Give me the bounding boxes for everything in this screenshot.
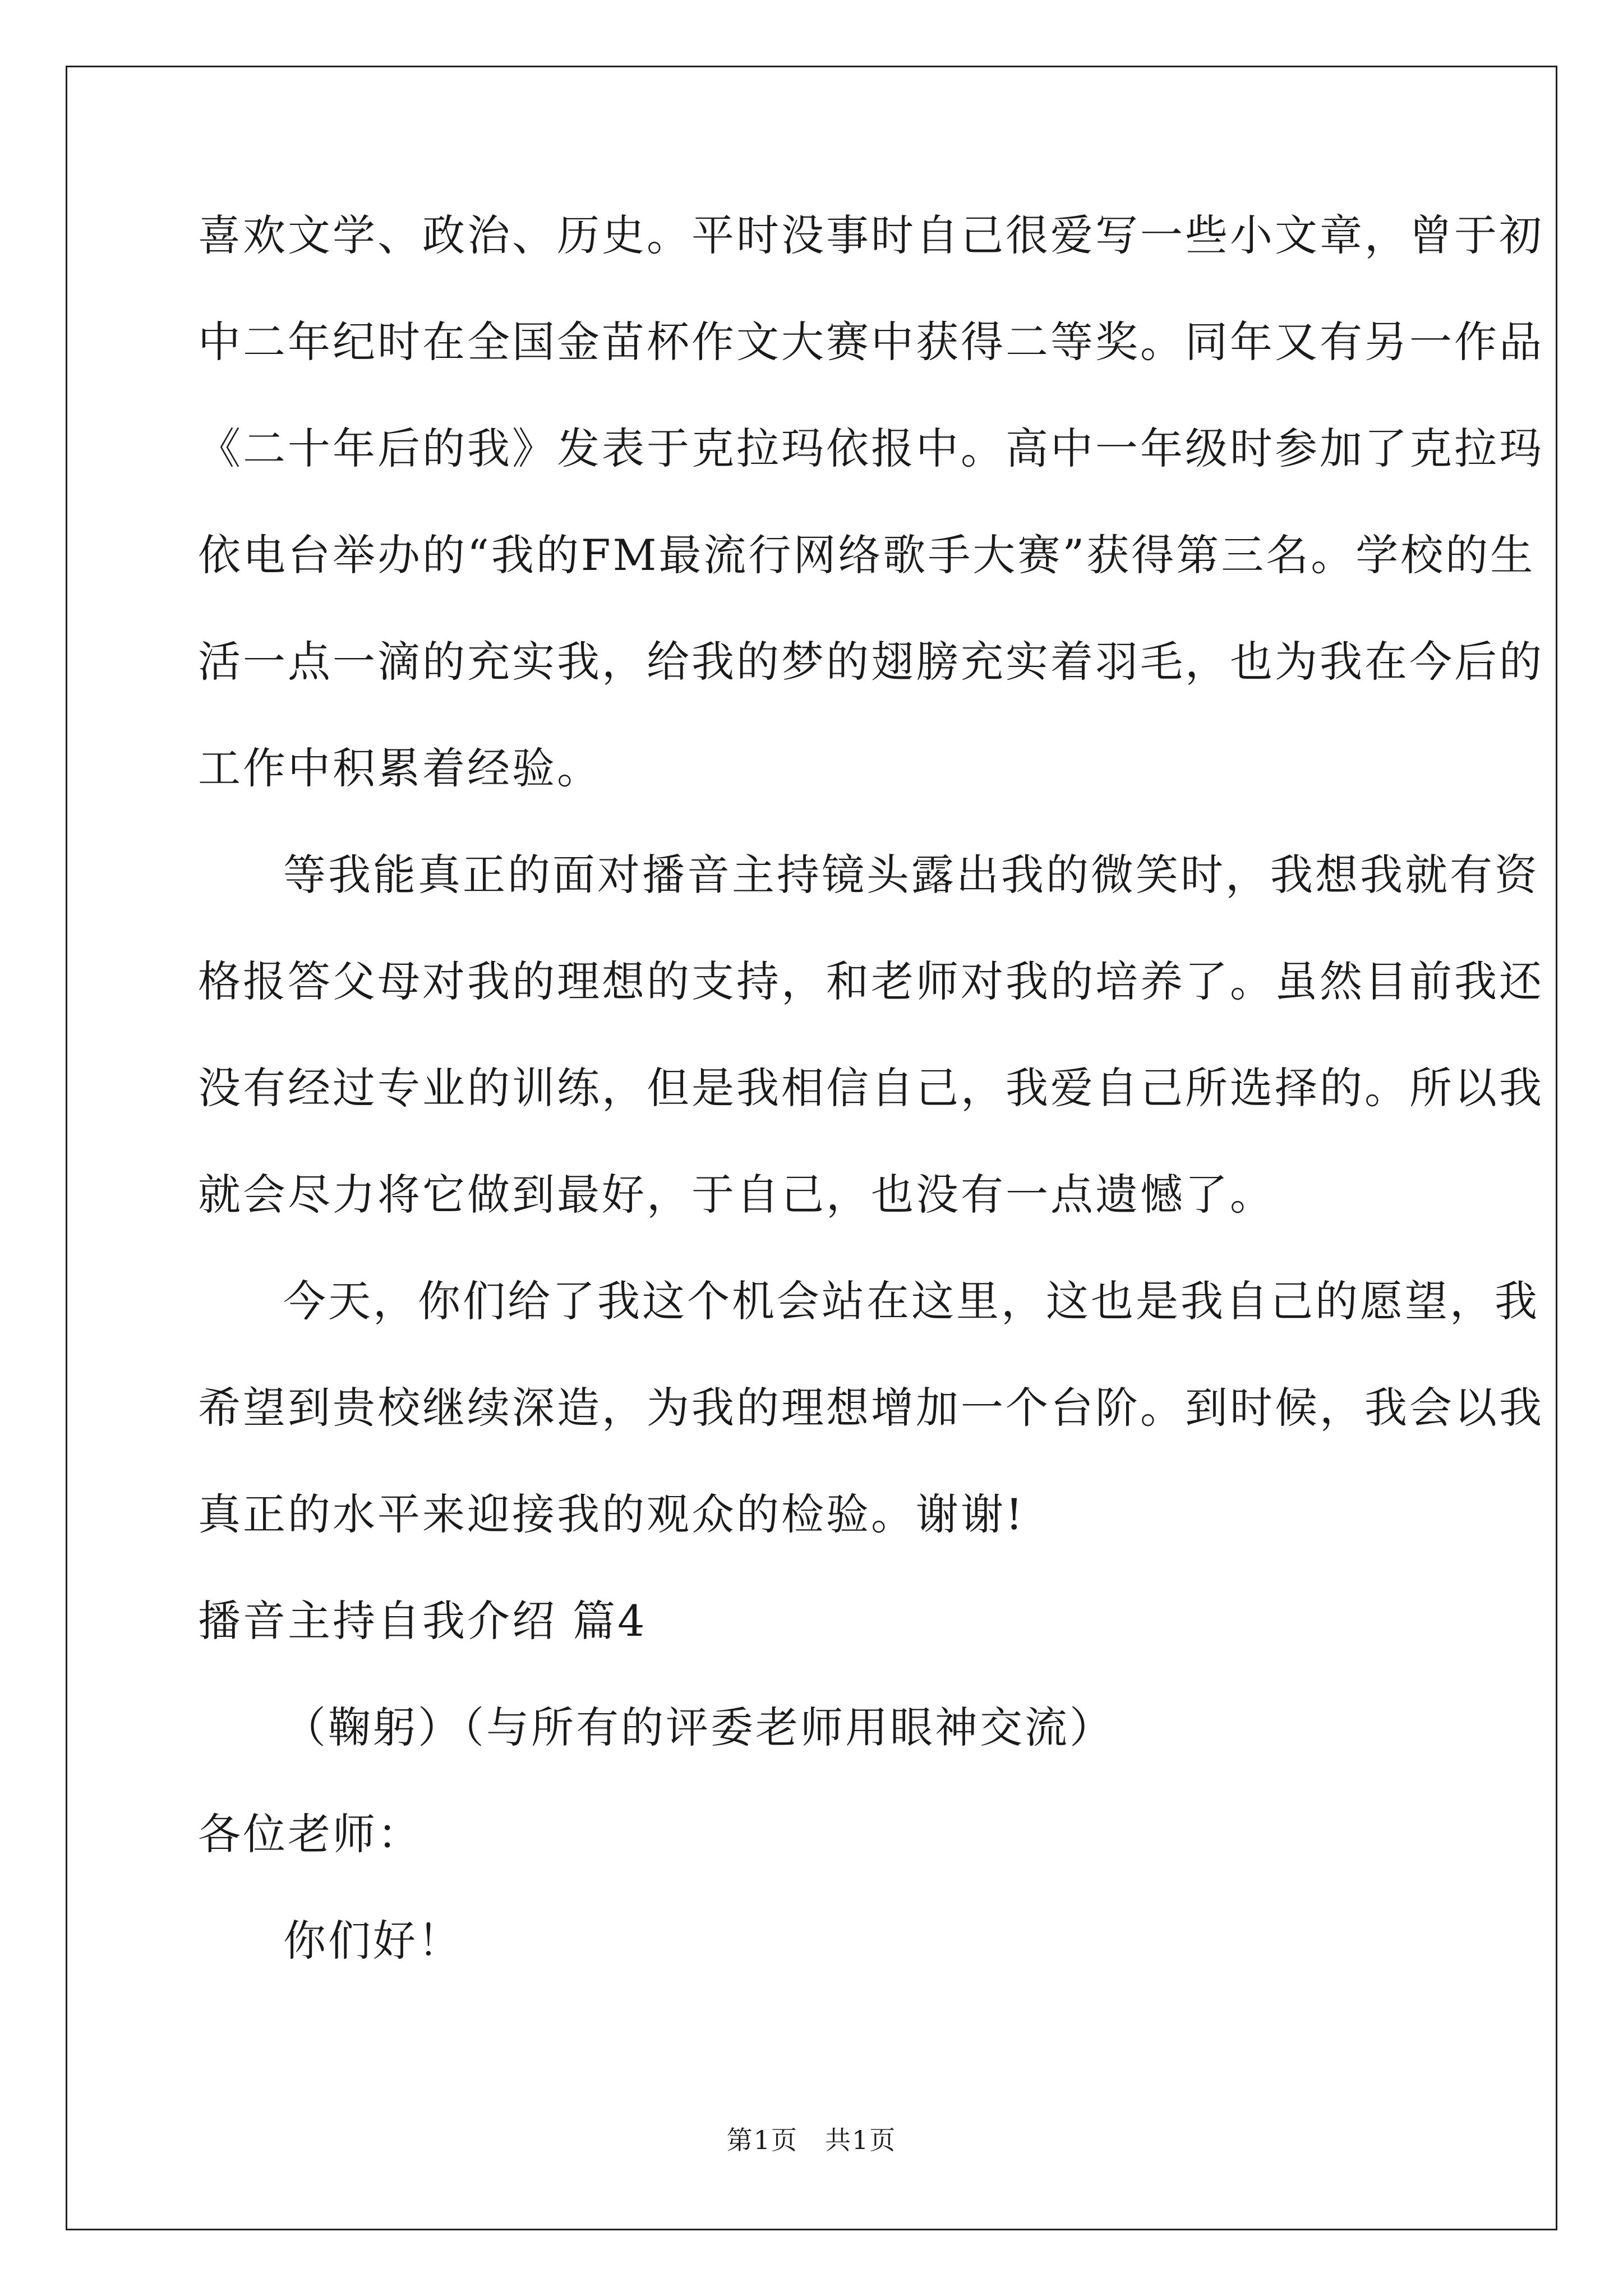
paragraph-line: 中二年纪时在全国金苗杯作文大赛中获得二等奖。同年又有另一作品 (198, 317, 1544, 367)
salutation: 各位老师： (198, 1809, 422, 1859)
paragraph-line: 依电台举办的“我的FM最流行网络歌手大赛”获得第三名。学校的生 (198, 530, 1536, 580)
paragraph-line: 就会尽力将它做到最好，于自己，也没有一点遗憾了。 (198, 1170, 1275, 1220)
paragraph-line: 《二十年后的我》发表于克拉玛依报中。高中一年级时参加了克拉玛 (198, 424, 1544, 473)
page-footer: 第1页 共1页 (726, 2125, 897, 2155)
page-border (66, 66, 1557, 2230)
paragraph-line: 等我能真正的面对播音主持镜头露出我的微笑时，我想我就有资 (283, 850, 1539, 900)
paragraph-line: 喜欢文学、政治、历史。平时没事时自己很爱写一些小文章，曾于初 (198, 210, 1544, 260)
section-heading: 播音主持自我介绍 篇4 (198, 1596, 647, 1646)
paragraph-line: 工作中积累着经验。 (198, 743, 602, 793)
paragraph-line: 没有经过专业的训练，但是我相信自己，我爱自己所选择的。所以我 (198, 1063, 1544, 1113)
paragraph-line: 希望到贵校继续深造，为我的理想增加一个台阶。到时候，我会以我 (198, 1383, 1544, 1433)
stage-direction: （鞠躬）（与所有的评委老师用眼神交流） (283, 1703, 1114, 1752)
paragraph-line: 今天，你们给了我这个机会站在这里，这也是我自己的愿望，我 (283, 1276, 1539, 1326)
paragraph-line: 真正的水平来迎接我的观众的检验。谢谢! (198, 1489, 1025, 1539)
paragraph-line: 格报答父母对我的理想的支持，和老师对我的培养了。虽然目前我还 (198, 956, 1544, 1006)
paragraph-line: 活一点一滴的充实我，给我的梦的翅膀充实着羽毛，也为我在今后的 (198, 637, 1544, 687)
greeting: 你们好！ (283, 1916, 463, 1966)
